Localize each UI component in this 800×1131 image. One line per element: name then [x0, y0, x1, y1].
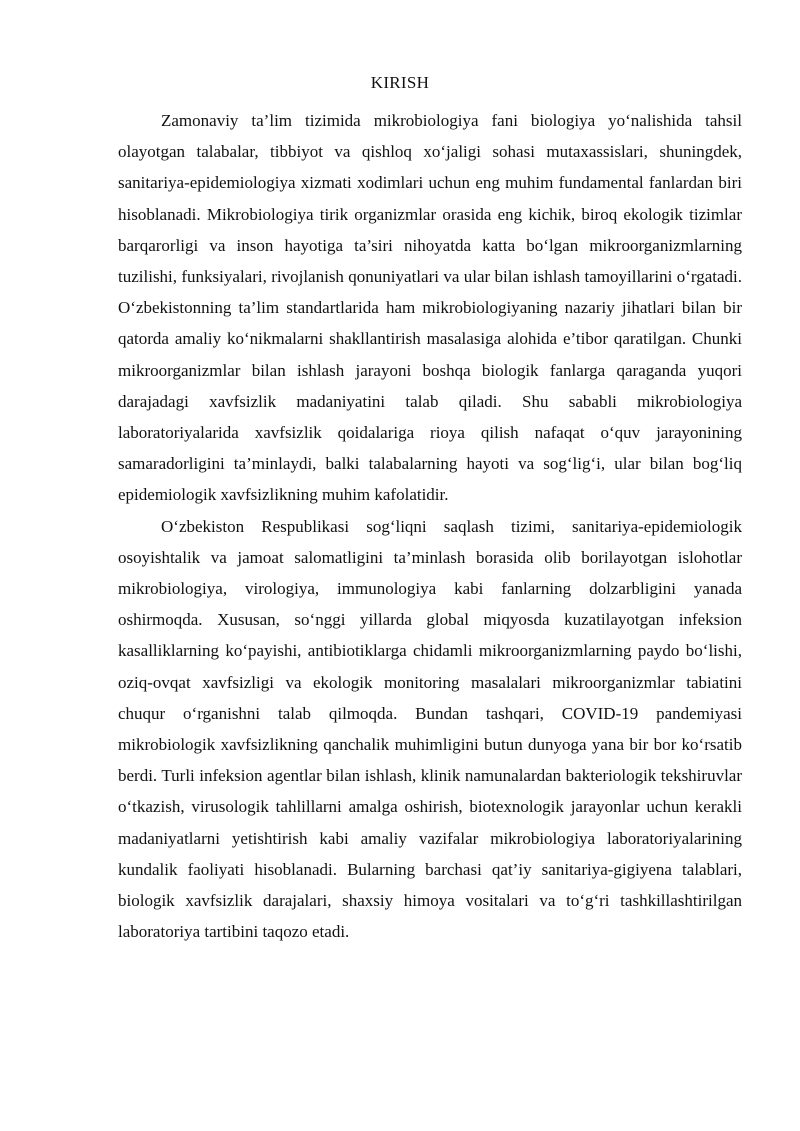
paragraph-context: O‘zbekiston Respublikasi sog‘liqni saqlash tizimi, sanitariya-epidemiologik osoyishtalik va jamoat salomatligini ta’minlash borasida olib borilayotgan islohotlar mikrobiologiya, virologiya, immunologiya kabi fanlarning dolzarbligini yanada oshirmoqda. Xususan, so‘nggi yillarda global miqyosda kuzatilayotgan infeksion kasalliklarning ko‘payishi, antibiotiklarga chidamli mikroorganizmlarning paydo bo‘lishi, oziq-ovqat xavfsizligi va ekologik monitoring masalalari mikroorganizmlar tabiatini chuqur o‘rganishni talab qilmoqda. Bundan tashqari, COVID-19 pandemiyasi mikrobiologik xavfsizlikning qanchalik muhimligini butun dunyoga yana bir bor ko‘rsatib berdi. Turli infeksion agentlar bilan ishlash, klinik namunalardan bakteriologik tekshiruvlar o‘tkazish, virusologik tahlillarni amalga oshirish, biotexnologik jarayonlar uchun kerakli madaniyatlarni yetishtirish kabi amaliy vazifalar mikrobiologiya laboratoriyalarining kundalik faoliyati hisoblanadi. Bularning barchasi qat’iy sanitariya-gigiyena talablari, biologik xavfsizlik darajalari, shaxsiy himoya vositalari va to‘g‘ri tashkillashtirilgan laboratoriya tartibini taqozo etadi.: [118, 516, 742, 942]
page-title: KIRISH: [370, 73, 430, 92]
document-body: [118, 105, 742, 947]
paragraph-intro: Zamonaviy ta’lim tizimida mikrobiologiya fani biologiya yo‘nalishida tahsil olayotgan talabalar, tibbiyot va qishloq xo‘jaligi sohasi mutaxassislari, shuningdek, sanitariya-epidemiologiya xizmati xodimlari uchun eng muhim fundamental fanlardan biri hisoblanadi. Mikrobiologiya tirik organizmlar orasida eng kichik, biroq ekologik tizimlar barqarorligi va inson hayotiga ta’siri nihoyatda katta bo‘lgan mikroorganizmlarning tuzilishi, funksiyalari, rivojlanish qonuniyatlari va ular bilan ishlash tamoyillarini o‘rgatadi. O‘zbekistonning ta’lim standartlarida ham mikrobiologiyaning nazariy jihatlari bilan bir qatorda amaliy ko‘nikmalarni shakllantirish masalasiga alohida e’tibor qaratilgan. Chunki mikroorganizmlar bilan ishlash jarayoni boshqa biologik fanlarga qaraganda yuqori darajadagi xavfsizlik madaniyatini talab qiladi. Shu sababli mikrobiologiya laboratoriyalarida xavfsizlik qoidalariga rioya qilish nafaqat o‘quv jarayonining samaradorligini ta’minlaydi, balki talabalarning hayoti va sog‘lig‘i, ular bilan bog‘liq epidemiologik xavfsizlikning muhim kafolatidir.: [118, 111, 742, 505]
